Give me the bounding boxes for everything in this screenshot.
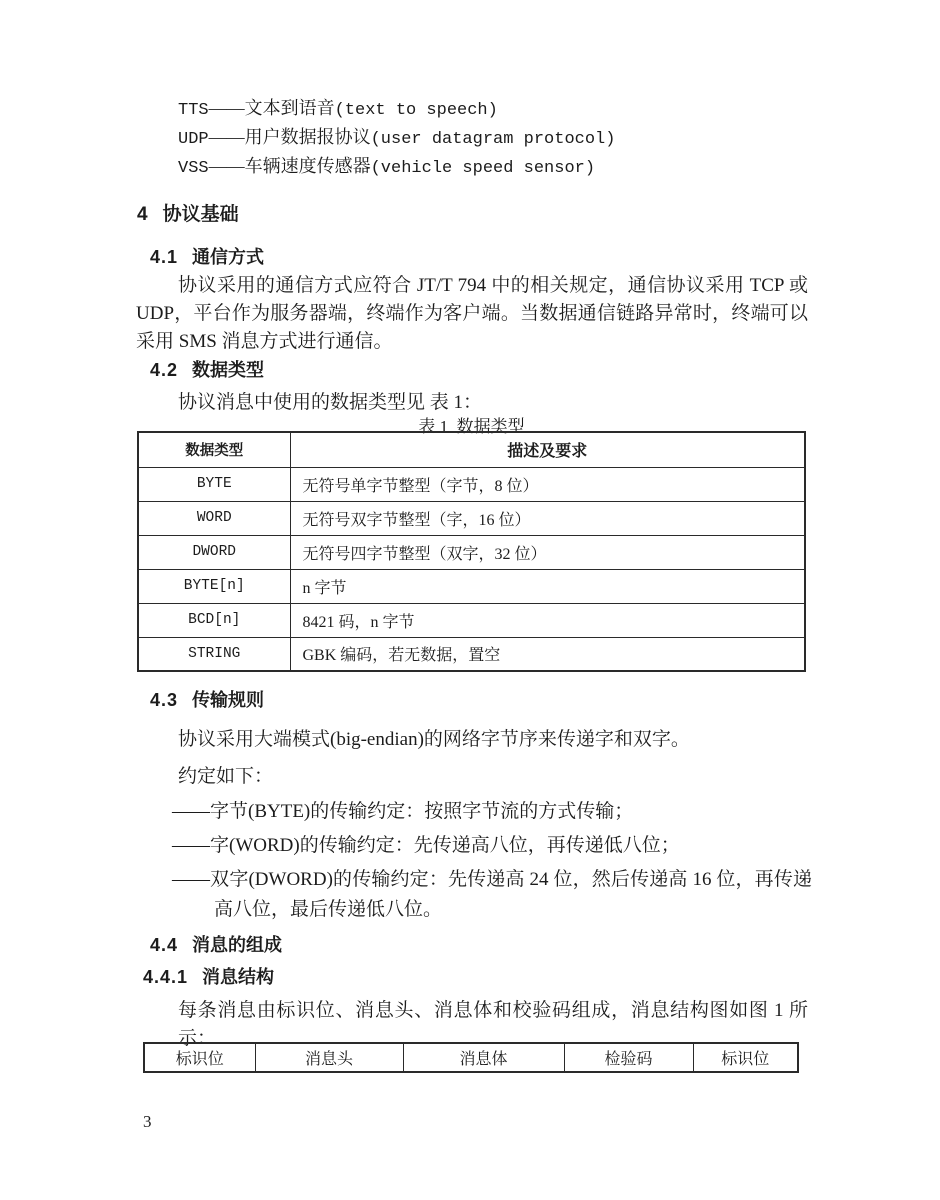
section-heading-4-4-1 bbox=[143, 964, 274, 990]
figure-row bbox=[144, 1043, 798, 1072]
table-row bbox=[138, 467, 805, 501]
cell-desc: 无符号单字节整型（字节，8 位） bbox=[290, 467, 805, 501]
list-item-byte: ——字节(BYTE)的传输约定：按照字节流的方式传输； bbox=[172, 801, 634, 822]
paragraph-message-structure: 每条消息由标识位、消息头、消息体和校验码组成，消息结构图如图 1 所示： bbox=[178, 1000, 808, 1049]
abbrev-dash: —— bbox=[208, 156, 245, 176]
table-row bbox=[138, 637, 805, 671]
section-title: 通信方式 bbox=[192, 247, 265, 267]
table1-caption: 表 1 数据类型 bbox=[418, 417, 525, 436]
abbrev-en: (vehicle speed sensor) bbox=[370, 159, 596, 178]
column-header-type: 数据类型 bbox=[138, 432, 290, 467]
figure-cell-checksum: 检验码 bbox=[564, 1043, 693, 1072]
cell-type: STRING bbox=[138, 637, 290, 671]
section-title: 数据类型 bbox=[192, 360, 265, 380]
section-number: 4.4 bbox=[150, 935, 179, 955]
section-heading-4-4 bbox=[150, 932, 282, 958]
paragraph-communication-mode: 协议采用的通信方式应符合 JT/T 794 中的相关规定，通信协议采用 TCP 或 UDP，平台作为服务器端，终端作为客户端。当数据通信链路异常时，终端可以采用 SMS 消息方式进行通信。 bbox=[136, 275, 808, 352]
section-title: 协议基础 bbox=[162, 204, 239, 225]
abbreviation-tts bbox=[178, 95, 798, 124]
cell-desc: 无符号双字节整型（字，16 位） bbox=[290, 501, 805, 535]
abbrev-en: (text to speech) bbox=[334, 101, 498, 120]
cell-desc: 8421 码，n 字节 bbox=[290, 603, 805, 637]
section-heading-4-1 bbox=[150, 244, 264, 270]
paragraph-datatype-intro: 协议消息中使用的数据类型见 表 1： bbox=[178, 392, 483, 413]
table-row bbox=[138, 535, 805, 569]
section-number: 4.2 bbox=[150, 360, 179, 380]
section-heading-4-3 bbox=[150, 687, 264, 713]
table-row bbox=[138, 501, 805, 535]
abbrev-cn: 车辆速度传感器 bbox=[244, 156, 371, 176]
cell-type: WORD bbox=[138, 501, 290, 535]
page-number: 3 bbox=[143, 1112, 152, 1131]
cell-type: BCD[n] bbox=[138, 603, 290, 637]
paragraph-convention-label: 约定如下： bbox=[178, 766, 274, 787]
figure-cell-flag-start: 标识位 bbox=[144, 1043, 255, 1072]
list-item-dword: ——双字(DWORD)的传输约定：先传递高 24 位，然后传递高 16 位，再传递高八位，最后传递低八位。 bbox=[172, 869, 812, 920]
abbreviation-vss bbox=[178, 153, 798, 182]
paragraph-big-endian: 协议采用大端模式(big-endian)的网络字节序来传递字和双字。 bbox=[178, 729, 690, 750]
figure-cell-header: 消息头 bbox=[255, 1043, 403, 1072]
section-title: 消息结构 bbox=[202, 967, 275, 987]
cell-desc: 无符号四字节整型（双字，32 位） bbox=[290, 535, 805, 569]
section-title: 消息的组成 bbox=[192, 935, 283, 955]
message-structure-figure bbox=[143, 1042, 799, 1073]
data-type-table bbox=[137, 431, 806, 672]
cell-type: BYTE bbox=[138, 467, 290, 501]
section-title: 传输规则 bbox=[192, 690, 265, 710]
table-row bbox=[138, 569, 805, 603]
figure-cell-flag-end: 标识位 bbox=[693, 1043, 798, 1072]
abbrev-dash: —— bbox=[208, 98, 245, 118]
transmission-rule-list bbox=[136, 797, 812, 929]
abbrev-en: (user datagram protocol) bbox=[370, 130, 616, 149]
column-header-desc: 描述及要求 bbox=[290, 432, 805, 467]
figure-cell-body: 消息体 bbox=[403, 1043, 564, 1072]
abbrev-code: UDP bbox=[178, 130, 209, 149]
section-number: 4 bbox=[137, 204, 149, 225]
section-heading-4-2 bbox=[150, 357, 264, 383]
abbrev-code: VSS bbox=[178, 159, 209, 178]
section-heading-4 bbox=[137, 202, 239, 228]
cell-type: DWORD bbox=[138, 535, 290, 569]
section-number: 4.3 bbox=[150, 690, 179, 710]
abbreviation-udp bbox=[178, 124, 798, 153]
table-header-row bbox=[138, 432, 805, 467]
section-number: 4.1 bbox=[150, 247, 179, 267]
section-number: 4.4.1 bbox=[143, 967, 189, 987]
abbreviation-list bbox=[178, 95, 798, 182]
abbrev-dash: —— bbox=[208, 127, 245, 147]
table-row bbox=[138, 603, 805, 637]
abbrev-code: TTS bbox=[178, 101, 209, 120]
list-item-word: ——字(WORD)的传输约定：先传递高八位，再传递低八位； bbox=[172, 835, 680, 856]
cell-desc: GBK 编码，若无数据，置空 bbox=[290, 637, 805, 671]
cell-desc: n 字节 bbox=[290, 569, 805, 603]
abbrev-cn: 文本到语音 bbox=[244, 98, 335, 118]
abbrev-cn: 用户数据报协议 bbox=[244, 127, 371, 147]
cell-type: BYTE[n] bbox=[138, 569, 290, 603]
